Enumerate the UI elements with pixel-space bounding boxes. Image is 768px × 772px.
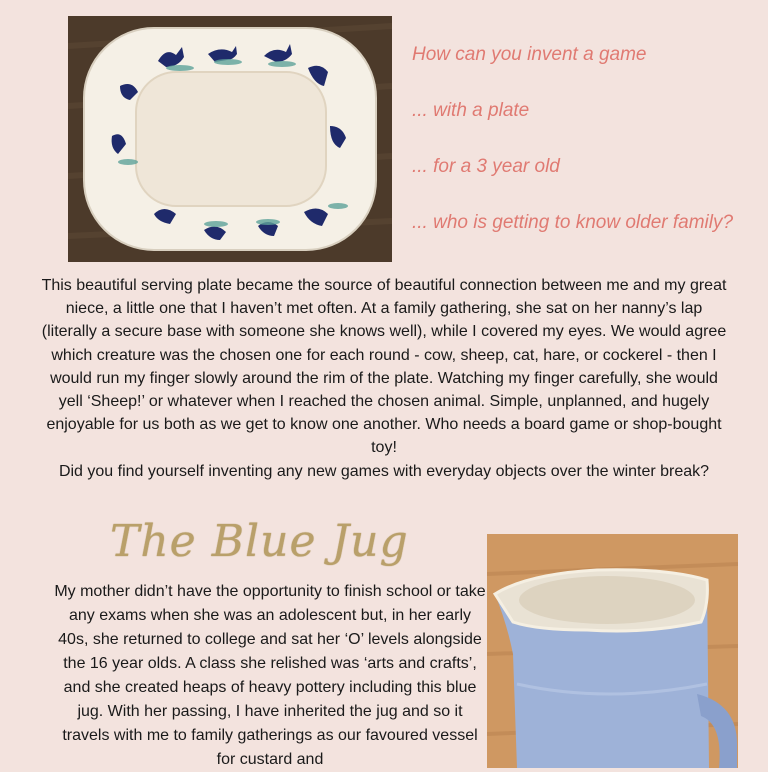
question-line: ... for a 3 year old bbox=[412, 156, 560, 177]
plate-photo bbox=[68, 16, 392, 262]
question-line: How can you invent a game bbox=[412, 44, 647, 65]
story-paragraph: This beautiful serving plate became the source of beautiful connection between me and my great niece, a little one that I haven’t met often. At a family gathering, she sat on her nanny’s lap (literally a secure base with someone she knows well), while I covered my eyes. We would agree which creature was the chosen one for each round - cow, sheep, cat, hare, or cockerel - then I would run my finger slowly around the rim of the plate. Watching my finger carefully, she would yell ‘Sheep!’ or whatever when I reached the chosen animal. Simple, unplanned, and hugely enjoyable for us both as we get to know one another. Who needs a board game or shop-bought toy! bbox=[41, 277, 727, 457]
game-questions bbox=[412, 40, 733, 264]
cropped-title-fragment bbox=[282, 0, 322, 4]
blue-jug-text: My mother didn’t have the opportunity to finish school or take any exams when she was an adolescent but, in her early 40s, she returned to college and sat her ‘O’ levels alongside the 16 year olds. A class she relished was ‘arts and crafts’, and she created heaps of heavy pottery including this blue jug. With her passing, I have inherited the jug and so it travels with me to family gatherings as our favoured vessel for custard and bbox=[54, 583, 486, 768]
story-question: Did you find yourself inventing any new games with everyday objects over the winter break? bbox=[58, 462, 710, 480]
jug-photo bbox=[487, 534, 738, 768]
blue-jug-title: The Blue Jug bbox=[110, 516, 409, 567]
question-line: ... with a plate bbox=[412, 100, 530, 121]
plate-story bbox=[40, 274, 728, 483]
question-line: ... who is getting to know older family? bbox=[412, 212, 734, 233]
